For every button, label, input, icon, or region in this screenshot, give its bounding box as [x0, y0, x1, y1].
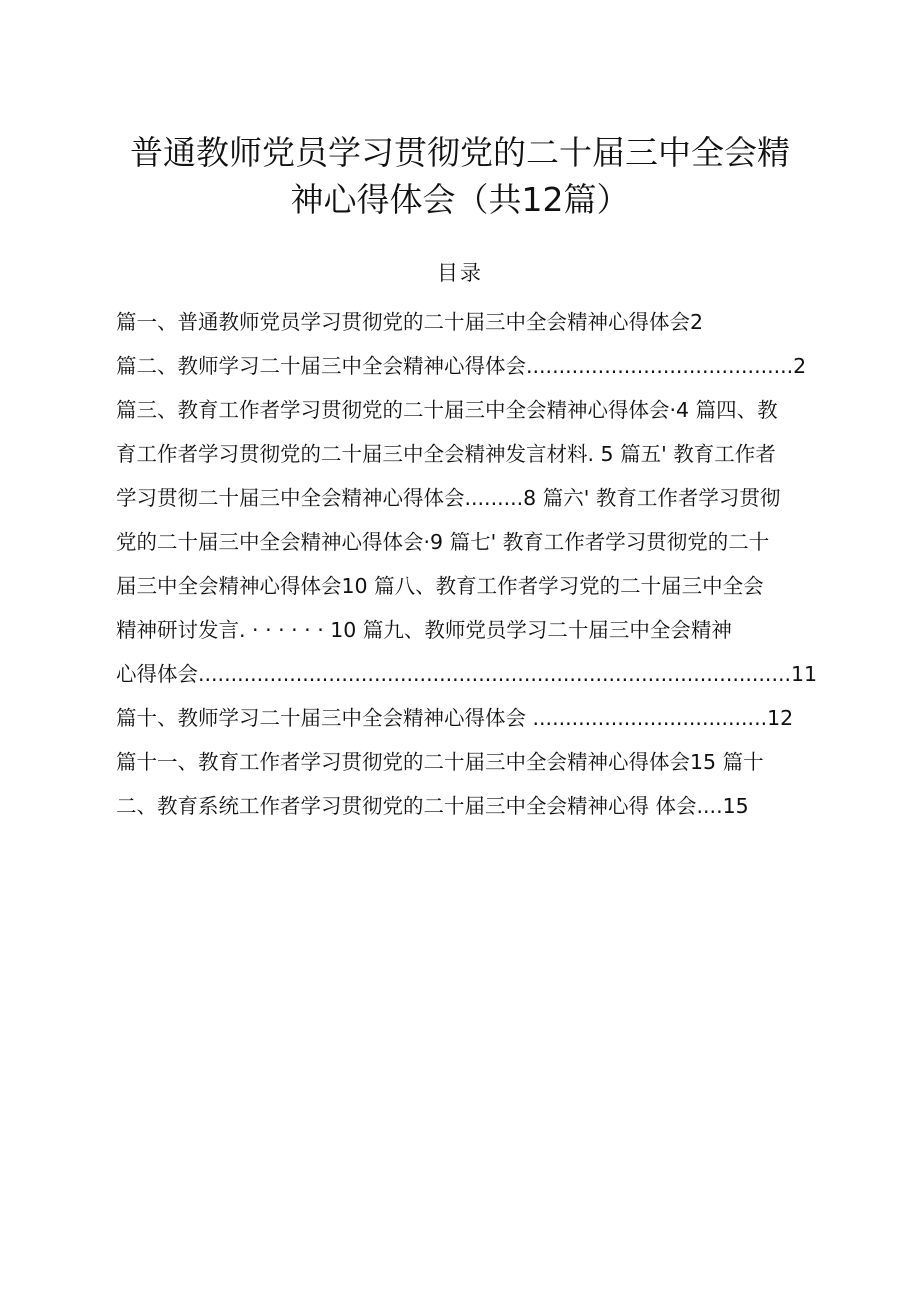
toc-line: 篇一、普通教师党员学习贯彻党的二十届三中全会精神心得体会2	[116, 310, 704, 334]
toc-line: 心得体会...........................................................................................11	[116, 662, 818, 686]
toc-line: 育工作者学习贯彻党的二十届三中全会精神发言材料. 5 篇五' 教育工作者	[116, 442, 776, 466]
toc-line: 精神研讨发言. · · · · · · 10 篇九、教师党员学习二十届三中全会精神	[116, 618, 732, 642]
toc-heading: 目录	[437, 261, 483, 285]
toc-line: 届三中全会精神心得体会10 篇八、教育工作者学习党的二十届三中全会	[116, 574, 764, 598]
toc-line: 党的二十届三中全会精神心得体会·9 篇七' 教育工作者学习贯彻党的二十	[116, 530, 770, 554]
document-title-line-1: 普通教师党员学习贯彻党的二十届三中全会精	[130, 133, 790, 172]
toc-line: 篇三、教育工作者学习贯彻党的二十届三中全会精神心得体会·4 篇四、教	[116, 398, 778, 422]
toc-line: 篇二、教师学习二十届三中全会精神心得体会.........................................2	[116, 354, 807, 378]
toc-line: 二、教育系统工作者学习贯彻党的二十届三中全会精神心得 体会....15	[116, 794, 749, 818]
toc-line: 篇十、教师学习二十届三中全会精神心得体会 ....................................12	[116, 706, 794, 730]
toc-line: 篇十一、教育工作者学习贯彻党的二十届三中全会精神心得体会15 篇十	[116, 750, 764, 774]
toc-line: 学习贯彻二十届三中全会精神心得体会.........8 篇六' 教育工作者学习贯彻	[116, 486, 781, 510]
document-title-line-2: 神心得体会（共12篇）	[290, 180, 630, 219]
